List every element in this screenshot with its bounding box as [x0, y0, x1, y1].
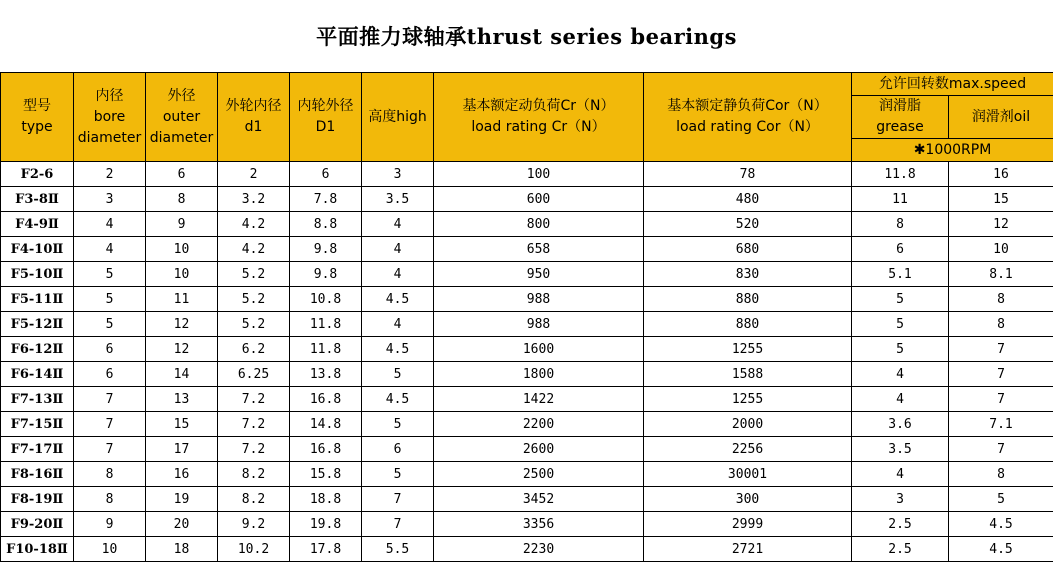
header-max-speed: 允许回转数max.speed	[852, 73, 1053, 96]
cell-bore: 8	[74, 487, 146, 512]
table-row	[1, 187, 1053, 212]
cell-oil-speed: 8	[949, 462, 1053, 487]
cell-grease-speed: 5.1	[852, 262, 949, 287]
header-model: 型号 type	[1, 73, 74, 162]
cell-static-load: 880	[644, 312, 852, 337]
cell-oil-speed: 15	[949, 187, 1053, 212]
cell-dynamic-load: 1422	[434, 387, 644, 412]
cell-model: F7-17Ⅱ	[1, 437, 74, 462]
cell-outer: 15	[146, 412, 218, 437]
cell-model: F3-8Ⅱ	[1, 187, 74, 212]
cell-D1: 13.8	[290, 362, 362, 387]
cell-model: F8-19Ⅱ	[1, 487, 74, 512]
cell-D1: 18.8	[290, 487, 362, 512]
cell-height: 4	[362, 237, 434, 262]
cell-dynamic-load: 2230	[434, 537, 644, 562]
table-row	[1, 412, 1053, 437]
cell-d1: 7.2	[218, 387, 290, 412]
cell-model: F4-10Ⅱ	[1, 237, 74, 262]
cell-oil-speed: 7	[949, 387, 1053, 412]
cell-d1: 5.2	[218, 312, 290, 337]
cell-model: F2-6	[1, 162, 74, 187]
cell-height: 4.5	[362, 337, 434, 362]
cell-oil-speed: 5	[949, 487, 1053, 512]
cell-d1: 8.2	[218, 487, 290, 512]
table-row	[1, 537, 1053, 562]
cell-height: 4	[362, 262, 434, 287]
cell-bore: 10	[74, 537, 146, 562]
cell-D1: 7.8	[290, 187, 362, 212]
cell-static-load: 2721	[644, 537, 852, 562]
table-row	[1, 387, 1053, 412]
bearing-spec-table	[0, 72, 1053, 562]
cell-static-load: 520	[644, 212, 852, 237]
cell-model: F6-12Ⅱ	[1, 337, 74, 362]
cell-d1: 10.2	[218, 537, 290, 562]
cell-outer: 9	[146, 212, 218, 237]
cell-dynamic-load: 988	[434, 287, 644, 312]
table-row	[1, 487, 1053, 512]
cell-outer: 11	[146, 287, 218, 312]
cell-static-load: 1255	[644, 387, 852, 412]
cell-static-load: 2999	[644, 512, 852, 537]
cell-oil-speed: 4.5	[949, 512, 1053, 537]
header-grease: 润滑脂 grease	[852, 96, 949, 139]
cell-bore: 3	[74, 187, 146, 212]
table-row	[1, 337, 1053, 362]
cell-bore: 4	[74, 237, 146, 262]
cell-model: F5-11Ⅱ	[1, 287, 74, 312]
cell-oil-speed: 7	[949, 362, 1053, 387]
cell-D1: 9.8	[290, 237, 362, 262]
cell-D1: 16.8	[290, 437, 362, 462]
cell-model: F5-10Ⅱ	[1, 262, 74, 287]
cell-height: 7	[362, 487, 434, 512]
cell-grease-speed: 2.5	[852, 512, 949, 537]
cell-static-load: 2000	[644, 412, 852, 437]
table-row	[1, 462, 1053, 487]
cell-static-load: 480	[644, 187, 852, 212]
table-row	[1, 362, 1053, 387]
cell-d1: 2	[218, 162, 290, 187]
cell-oil-speed: 12	[949, 212, 1053, 237]
cell-D1: 15.8	[290, 462, 362, 487]
cell-grease-speed: 5	[852, 312, 949, 337]
cell-oil-speed: 7	[949, 337, 1053, 362]
cell-oil-speed: 10	[949, 237, 1053, 262]
cell-grease-speed: 5	[852, 287, 949, 312]
cell-bore: 6	[74, 337, 146, 362]
cell-d1: 4.2	[218, 212, 290, 237]
cell-grease-speed: 5	[852, 337, 949, 362]
cell-dynamic-load: 3452	[434, 487, 644, 512]
table-row	[1, 162, 1053, 187]
header-bore: 内径 bore diameter	[74, 73, 146, 162]
cell-height: 5.5	[362, 537, 434, 562]
table-row	[1, 287, 1053, 312]
cell-D1: 11.8	[290, 337, 362, 362]
cell-height: 3	[362, 162, 434, 187]
cell-static-load: 300	[644, 487, 852, 512]
cell-height: 5	[362, 462, 434, 487]
cell-D1: 11.8	[290, 312, 362, 337]
cell-outer: 13	[146, 387, 218, 412]
cell-height: 4.5	[362, 387, 434, 412]
table-row	[1, 437, 1053, 462]
cell-bore: 5	[74, 312, 146, 337]
cell-height: 4.5	[362, 287, 434, 312]
cell-oil-speed: 8	[949, 287, 1053, 312]
cell-d1: 5.2	[218, 287, 290, 312]
cell-outer: 14	[146, 362, 218, 387]
cell-outer: 12	[146, 312, 218, 337]
cell-d1: 9.2	[218, 512, 290, 537]
cell-oil-speed: 7.1	[949, 412, 1053, 437]
cell-height: 5	[362, 362, 434, 387]
cell-static-load: 680	[644, 237, 852, 262]
cell-oil-speed: 4.5	[949, 537, 1053, 562]
cell-height: 4	[362, 312, 434, 337]
header-outer: 外径 outer diameter	[146, 73, 218, 162]
cell-static-load: 30001	[644, 462, 852, 487]
table-row	[1, 212, 1053, 237]
header-static-load: 基本额定静负荷Cor（N） load rating Cor（N）	[644, 73, 852, 162]
cell-d1: 6.2	[218, 337, 290, 362]
table-row	[1, 237, 1053, 262]
cell-height: 5	[362, 412, 434, 437]
cell-D1: 9.8	[290, 262, 362, 287]
cell-bore: 2	[74, 162, 146, 187]
cell-dynamic-load: 800	[434, 212, 644, 237]
cell-outer: 6	[146, 162, 218, 187]
cell-D1: 19.8	[290, 512, 362, 537]
cell-dynamic-load: 2600	[434, 437, 644, 462]
cell-dynamic-load: 950	[434, 262, 644, 287]
cell-D1: 17.8	[290, 537, 362, 562]
cell-grease-speed: 3.6	[852, 412, 949, 437]
cell-static-load: 830	[644, 262, 852, 287]
cell-oil-speed: 7	[949, 437, 1053, 462]
cell-dynamic-load: 100	[434, 162, 644, 187]
header-oil: 润滑剂oil	[949, 96, 1053, 139]
cell-dynamic-load: 658	[434, 237, 644, 262]
cell-D1: 8.8	[290, 212, 362, 237]
cell-bore: 7	[74, 437, 146, 462]
cell-outer: 19	[146, 487, 218, 512]
cell-model: F4-9Ⅱ	[1, 212, 74, 237]
cell-grease-speed: 4	[852, 387, 949, 412]
cell-model: F6-14Ⅱ	[1, 362, 74, 387]
cell-outer: 8	[146, 187, 218, 212]
cell-model: F10-18Ⅱ	[1, 537, 74, 562]
cell-height: 4	[362, 212, 434, 237]
cell-dynamic-load: 1800	[434, 362, 644, 387]
cell-static-load: 1588	[644, 362, 852, 387]
cell-bore: 6	[74, 362, 146, 387]
cell-oil-speed: 16	[949, 162, 1053, 187]
cell-grease-speed: 11.8	[852, 162, 949, 187]
cell-dynamic-load: 988	[434, 312, 644, 337]
cell-d1: 7.2	[218, 412, 290, 437]
cell-grease-speed: 3.5	[852, 437, 949, 462]
cell-model: F7-13Ⅱ	[1, 387, 74, 412]
table-row	[1, 262, 1053, 287]
cell-grease-speed: 6	[852, 237, 949, 262]
cell-oil-speed: 8.1	[949, 262, 1053, 287]
cell-grease-speed: 3	[852, 487, 949, 512]
cell-oil-speed: 8	[949, 312, 1053, 337]
cell-d1: 6.25	[218, 362, 290, 387]
cell-bore: 5	[74, 287, 146, 312]
page-title: 平面推力球轴承thrust series bearings	[316, 24, 737, 49]
cell-model: F9-20Ⅱ	[1, 512, 74, 537]
cell-outer: 16	[146, 462, 218, 487]
cell-outer: 20	[146, 512, 218, 537]
cell-height: 6	[362, 437, 434, 462]
cell-static-load: 880	[644, 287, 852, 312]
header-speed-unit: ✱1000RPM	[852, 139, 1053, 162]
table-row	[1, 512, 1053, 537]
cell-outer: 12	[146, 337, 218, 362]
cell-model: F5-12Ⅱ	[1, 312, 74, 337]
cell-dynamic-load: 3356	[434, 512, 644, 537]
cell-static-load: 2256	[644, 437, 852, 462]
cell-d1: 4.2	[218, 237, 290, 262]
cell-grease-speed: 2.5	[852, 537, 949, 562]
cell-grease-speed: 11	[852, 187, 949, 212]
table-row	[1, 312, 1053, 337]
cell-bore: 8	[74, 462, 146, 487]
cell-dynamic-load: 2500	[434, 462, 644, 487]
cell-height: 7	[362, 512, 434, 537]
cell-static-load: 1255	[644, 337, 852, 362]
cell-outer: 18	[146, 537, 218, 562]
cell-bore: 7	[74, 387, 146, 412]
cell-static-load: 78	[644, 162, 852, 187]
cell-grease-speed: 4	[852, 462, 949, 487]
cell-bore: 5	[74, 262, 146, 287]
cell-D1: 6	[290, 162, 362, 187]
cell-dynamic-load: 600	[434, 187, 644, 212]
cell-outer: 10	[146, 237, 218, 262]
header-height: 高度high	[362, 73, 434, 162]
header-D1: 内轮外径 D1	[290, 73, 362, 162]
cell-D1: 14.8	[290, 412, 362, 437]
cell-grease-speed: 8	[852, 212, 949, 237]
cell-grease-speed: 4	[852, 362, 949, 387]
cell-height: 3.5	[362, 187, 434, 212]
cell-dynamic-load: 1600	[434, 337, 644, 362]
cell-model: F8-16Ⅱ	[1, 462, 74, 487]
cell-bore: 7	[74, 412, 146, 437]
cell-D1: 16.8	[290, 387, 362, 412]
header-dynamic-load: 基本额定动负荷Cr（N） load rating Cr（N）	[434, 73, 644, 162]
cell-d1: 5.2	[218, 262, 290, 287]
cell-bore: 4	[74, 212, 146, 237]
cell-outer: 10	[146, 262, 218, 287]
cell-outer: 17	[146, 437, 218, 462]
cell-bore: 9	[74, 512, 146, 537]
cell-d1: 3.2	[218, 187, 290, 212]
cell-D1: 10.8	[290, 287, 362, 312]
cell-d1: 8.2	[218, 462, 290, 487]
cell-dynamic-load: 2200	[434, 412, 644, 437]
cell-d1: 7.2	[218, 437, 290, 462]
cell-model: F7-15Ⅱ	[1, 412, 74, 437]
header-d1: 外轮内径 d1	[218, 73, 290, 162]
